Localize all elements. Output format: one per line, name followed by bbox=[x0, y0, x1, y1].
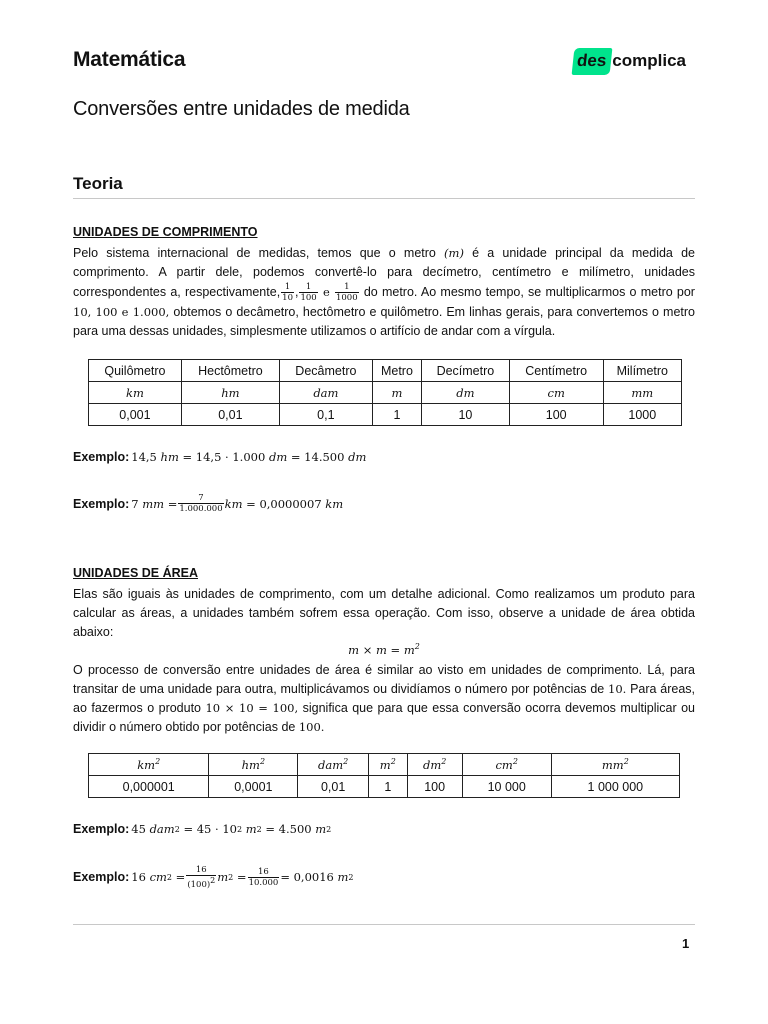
math-expression: = 4.500 bbox=[265, 822, 312, 836]
table-cell: dam bbox=[279, 382, 372, 404]
section-divider bbox=[73, 198, 695, 199]
text-segment: e bbox=[322, 284, 330, 299]
unit-symbol: cm bbox=[495, 757, 513, 772]
footer-divider bbox=[73, 924, 695, 925]
math-expression: = 45 · 10 bbox=[183, 822, 237, 836]
math-operator: = bbox=[175, 870, 186, 885]
example-label: Exemplo: bbox=[73, 450, 130, 464]
logo-des: des bbox=[572, 48, 613, 75]
unit-exponent: 2 bbox=[441, 757, 447, 767]
denominator-text: (100) bbox=[187, 879, 211, 890]
text-segment: é a unidade principal da medida de comprimento. A partir dele, podemos convertê-lo para decímetro, centímetro e milímetro, unidades correspondentes a, respectivamente, bbox=[73, 246, 695, 299]
table-cell: km bbox=[89, 382, 182, 404]
table-cell: 0,01 bbox=[181, 404, 279, 426]
table-header-cell: Decímetro bbox=[422, 360, 510, 382]
table-header-cell: Hectômetro bbox=[181, 360, 279, 382]
math-expression: 10 × 10 = 100, bbox=[205, 701, 299, 715]
math-symbol: (m) bbox=[444, 246, 464, 260]
math-number: 14,5 bbox=[131, 450, 157, 464]
math-expression: = 0,0000007 bbox=[246, 496, 322, 511]
unit-exponent: 2 bbox=[343, 757, 349, 767]
fraction bbox=[299, 282, 317, 303]
math-unit: km bbox=[224, 496, 243, 511]
math-exponent: 2 bbox=[174, 824, 180, 834]
math-expression: m × m = m bbox=[348, 642, 415, 657]
example-area-2 bbox=[73, 865, 354, 890]
table-cell: 1 bbox=[372, 404, 421, 426]
math-unit: hm bbox=[160, 450, 179, 464]
math-unit: m bbox=[315, 822, 327, 836]
math-exponent: 2 bbox=[228, 872, 234, 882]
table-header-cell bbox=[407, 754, 462, 776]
text-segment: significa que para que essa conversão ocorra devemos multiplicar ou dividir o número obtido por potências de bbox=[73, 701, 695, 734]
math-unit: m bbox=[217, 870, 229, 885]
table-cell: 0,1 bbox=[279, 404, 372, 426]
fraction-denominator: 100 bbox=[300, 293, 317, 303]
fraction-denominator: 1.000.000 bbox=[179, 504, 223, 514]
math-exponent: 2 bbox=[166, 872, 173, 882]
math-exponent: 2 bbox=[348, 872, 354, 882]
subject-title: Matemática bbox=[73, 48, 186, 71]
fraction bbox=[186, 865, 216, 890]
table-row bbox=[89, 360, 682, 382]
table-header-cell bbox=[462, 754, 551, 776]
fraction-denominator: 10 bbox=[282, 293, 293, 303]
fraction-denominator bbox=[186, 876, 216, 890]
fraction-numerator: 7 bbox=[178, 493, 223, 504]
math-unit: dm bbox=[348, 450, 367, 464]
area-equation bbox=[73, 642, 695, 657]
table-cell: mm bbox=[603, 382, 681, 404]
table-header-cell: Centímetro bbox=[509, 360, 603, 382]
table-cell: 0,000001 bbox=[89, 776, 209, 798]
table-cell: dm bbox=[422, 382, 510, 404]
math-exponent: 2 bbox=[210, 876, 216, 885]
text-segment: do metro. Ao mesmo tempo, se multiplicarmos o metro por bbox=[363, 284, 695, 299]
table-cell: 100 bbox=[509, 404, 603, 426]
table-cell: cm bbox=[509, 382, 603, 404]
example-label: Exemplo: bbox=[73, 822, 130, 836]
table-row bbox=[89, 382, 682, 404]
math-numbers: 10. bbox=[608, 682, 627, 696]
math-unit: m bbox=[245, 822, 257, 836]
fraction-numerator: 1 bbox=[281, 282, 294, 293]
table-row bbox=[89, 404, 682, 426]
length-units-table bbox=[88, 359, 682, 426]
table-cell: m bbox=[372, 382, 421, 404]
math-numbers: 100. bbox=[298, 720, 325, 734]
example-math bbox=[131, 493, 343, 514]
math-unit: m bbox=[337, 870, 349, 885]
math-exponent: 2 bbox=[236, 824, 243, 834]
example-label: Exemplo: bbox=[73, 496, 130, 511]
example-area-1 bbox=[73, 822, 331, 836]
math-unit: mm bbox=[142, 496, 165, 511]
unit-exponent: 2 bbox=[623, 757, 629, 767]
fraction bbox=[335, 282, 359, 303]
text-segment: obtemos o decâmetro, hectômetro e quilômetro. Em linhas gerais, para convertemos o metro para uma dessas unidades, simplesmente utilizamos o artifício de andar com a vírgula. bbox=[73, 305, 695, 338]
paragraph-comprimento: Pelo sistema internacional de medidas, temos que o metro (m) é a unidade principal da medida de comprimento. A partir dele, podemos convertê-lo para decímetro, centímetro e milímetro, unidades correspondentes a, respectivamente, $\frac{1}{10}$ , $\frac{1}{100}$ e $\frac{1}{1000}$ do metro. Ao mesmo tempo, se multiplicarmos o metro por 10, 100 e 1.000, obtemos o decâmetro, hectômetro e quilômetro. Em linhas gerais, para convertemos o metro para uma dessas unidades, simplesmente utilizamos o artifício de andar com a vírgula. bbox=[73, 246, 695, 338]
table-cell: 1000 bbox=[603, 404, 681, 426]
math-number: 16 bbox=[131, 870, 146, 885]
text-segment: Para áreas, ao fazermos o produto bbox=[73, 682, 696, 715]
table-header-cell: Quilômetro bbox=[89, 360, 182, 382]
page-number: 1 bbox=[682, 936, 690, 951]
table-header-cell: Metro bbox=[372, 360, 421, 382]
math-exponent: 2 bbox=[414, 642, 420, 651]
table-cell: 1 bbox=[369, 776, 408, 798]
example-length-2 bbox=[73, 493, 343, 514]
example-math bbox=[131, 450, 366, 464]
math-number: 45 bbox=[131, 822, 146, 836]
fraction bbox=[281, 282, 294, 303]
text-segment: O processo de conversão entre unidades de área é similar ao visto em unidades de comprimento. Lá, para transitar de uma unidade para outra, multiplicávamos ou dividíamos o número por potências de bbox=[73, 663, 695, 696]
table-cell: 0,001 bbox=[89, 404, 182, 426]
unit-symbol: dm bbox=[422, 757, 442, 772]
table-cell: 1 000 000 bbox=[551, 776, 679, 798]
fraction-denominator: 1000 bbox=[335, 293, 358, 303]
math-numbers: 10, 100 e 1.000, bbox=[73, 305, 170, 319]
unit-symbol: km bbox=[137, 757, 156, 772]
example-math bbox=[131, 822, 331, 836]
table-header-cell bbox=[551, 754, 679, 776]
math-expression: = 14.500 bbox=[290, 450, 345, 464]
math-unit: cm bbox=[149, 870, 167, 885]
table-header-cell: Decâmetro bbox=[279, 360, 372, 382]
math-number: 7 bbox=[131, 496, 139, 511]
table-cell: hm bbox=[181, 382, 279, 404]
table-cell: 100 bbox=[407, 776, 462, 798]
table-row bbox=[89, 754, 680, 776]
heading-comprimento: UNIDADES DE COMPRIMENTO bbox=[73, 225, 258, 239]
table-cell: 10 bbox=[422, 404, 510, 426]
unit-exponent: 2 bbox=[390, 757, 396, 767]
math-unit: dm bbox=[268, 450, 288, 464]
unit-symbol: mm bbox=[601, 757, 624, 772]
fraction-numerator: 1 bbox=[299, 282, 317, 293]
section-title: Teoria bbox=[73, 174, 123, 193]
heading-area: UNIDADES DE ÁREA bbox=[73, 566, 199, 580]
math-expression: = 0,0016 bbox=[280, 870, 334, 885]
table-cell: 0,0001 bbox=[209, 776, 298, 798]
math-operator: = bbox=[236, 870, 247, 885]
table-header-cell bbox=[209, 754, 298, 776]
fraction bbox=[178, 493, 223, 514]
unit-exponent: 2 bbox=[259, 757, 266, 767]
paragraph-area-1: Elas são iguais às unidades de comprimento, com um detalhe adicional. Como realizamos um produto para calcular as áreas, a unidades também sofrem essa operação. Com isso, observe a unidade de área obtida abaixo: bbox=[73, 587, 695, 639]
paragraph-area-2 bbox=[73, 661, 695, 737]
document-title: Conversões entre unidades de medida bbox=[73, 98, 410, 120]
table-header-cell bbox=[298, 754, 369, 776]
table-header-cell: Milímetro bbox=[603, 360, 681, 382]
math-operator: = bbox=[167, 496, 178, 511]
table-header-cell bbox=[89, 754, 209, 776]
logo-complica: complica bbox=[612, 51, 686, 70]
table-row bbox=[89, 776, 680, 798]
fraction-denominator: 10.000 bbox=[248, 877, 279, 888]
fraction-numerator: 16 bbox=[186, 865, 216, 876]
table-header-cell bbox=[369, 754, 408, 776]
unit-symbol: m bbox=[379, 757, 391, 772]
fraction-numerator: 1 bbox=[335, 282, 359, 293]
unit-exponent: 2 bbox=[512, 757, 518, 767]
math-unit: dam bbox=[149, 822, 175, 836]
fraction bbox=[248, 867, 280, 888]
example-math bbox=[131, 865, 353, 890]
example-label: Exemplo: bbox=[73, 870, 130, 885]
math-exponent: 2 bbox=[326, 824, 332, 834]
math-exponent: 2 bbox=[256, 824, 262, 834]
text-segment: Pelo sistema internacional de medidas, temos que o metro bbox=[73, 246, 436, 260]
example-length-1 bbox=[73, 450, 366, 464]
unit-symbol: hm bbox=[241, 757, 260, 772]
table-cell: 0,01 bbox=[298, 776, 369, 798]
unit-exponent: 2 bbox=[155, 757, 161, 767]
fraction-numerator: 16 bbox=[248, 867, 280, 878]
table-cell: 10 000 bbox=[462, 776, 551, 798]
unit-symbol: dam bbox=[318, 757, 344, 772]
math-unit: km bbox=[325, 496, 344, 511]
descomplica-logo[interactable] bbox=[573, 46, 686, 76]
area-units-table bbox=[88, 753, 680, 798]
math-expression: = 14,5 · 1.000 bbox=[182, 450, 266, 464]
